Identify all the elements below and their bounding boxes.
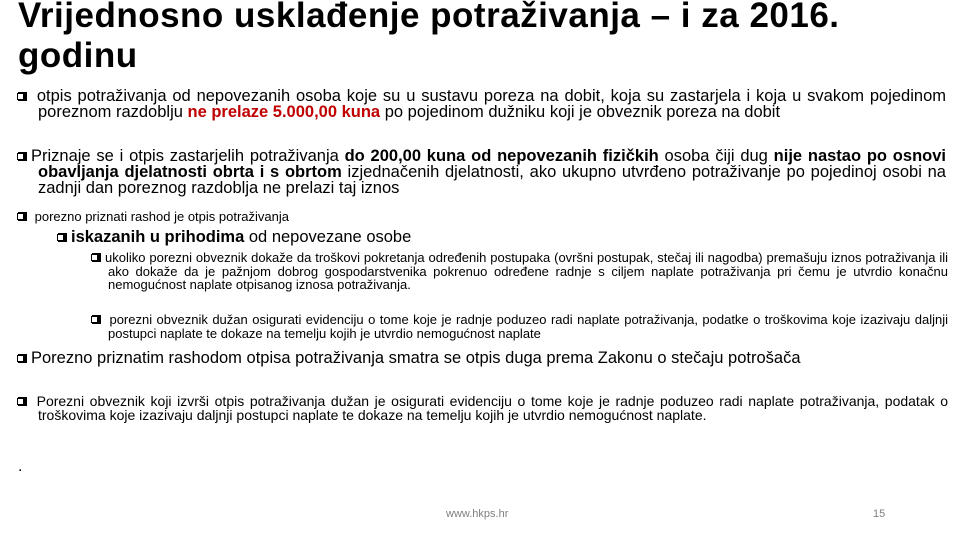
bullet-evidencija-radnji: porezni obveznik dužan osigurati evidenciju o tome koje je radnje poduzeo radi naplate potraživanja, podatke o troškovima koje izazivaju daljnji postupci naplate te dokaze na temelju kojih je utvrdio nemogućnost naplate — [92, 313, 948, 340]
checkbox-bullet-icon — [18, 212, 27, 221]
bullet-otpis-nepovezanih: otpis potraživanja od nepovezanih osoba koje su u sustavu poreza na dobit, koja su zastarjela i koja u svakom pojedinom poreznom razdoblju ne prelaze 5.000,00 kuna po pojedinom dužniku koji je obveznik poreza na dobit — [18, 88, 946, 120]
slide-title: Vrijednosno usklađenje potraživanja – i za 2016. godinu — [18, 0, 840, 75]
checkbox-bullet-icon — [92, 315, 101, 324]
checkbox-bullet-icon — [58, 233, 67, 242]
checkbox-bullet-icon — [18, 397, 27, 406]
footer-url: www.hkps.hr — [446, 508, 509, 520]
bullet-iskazanih-u-prihodima: iskazanih u prihodima od nepovezane osobe — [58, 229, 938, 245]
bullet-zastarjela-potrazivanja: Priznaje se i otpis zastarjelih potraživanja do 200,00 kuna od nepovezanih fizičkih osoba čiji dug nije nastao po osnovi obavljanja djelatnosti obrta i s obrtom izjednačenih djelatnosti, ako ukupno utvrđeno potraživanje po pojedinoj osobi na zadnji dan poreznog razdoblja ne prelazi taj iznos — [18, 148, 946, 196]
checkbox-bullet-icon — [18, 92, 27, 101]
bullet-stecaj-potrosaca: Porezno priznatim rashodom otpisa potraživanja smatra se otpis duga prema Zakonu o stečaju potrošača — [18, 350, 946, 366]
bullet-porezno-priznati-rashod: porezno priznati rashod je otpis potraživanja — [18, 210, 946, 224]
bullet-ukoliko-porezni-obveznik: ukoliko porezni obveznik dokaže da troškovi pokretanja određenih postupaka (ovršni postupak, stečaj ili nagodba) premašuju iznos potraživanja ili ako dokaže da je pažnjom dobrog gospodarstvenika pokrenuo određene radnje s ciljem naplate potraživanja pri čemu je utvrdio konačnu nemogućnost naplate otpisanog iznosa potraživanja. — [92, 251, 948, 292]
checkbox-bullet-icon — [92, 253, 101, 262]
stray-dot: . — [18, 458, 23, 475]
checkbox-bullet-icon — [18, 152, 27, 161]
bullet-porezni-obveznik-evidencija: Porezni obveznik koji izvrši otpis potraživanja dužan je osigurati evidenciju o tome koje je radnje poduzeo radi naplate potraživanja, podatak o troškovima koje izazivaju daljnji postupci naplate te dokaze na temelju kojih je utvrdio nemogućnost naplate. — [18, 394, 948, 422]
page-number: 15 — [873, 508, 886, 520]
checkbox-bullet-icon — [18, 354, 27, 363]
